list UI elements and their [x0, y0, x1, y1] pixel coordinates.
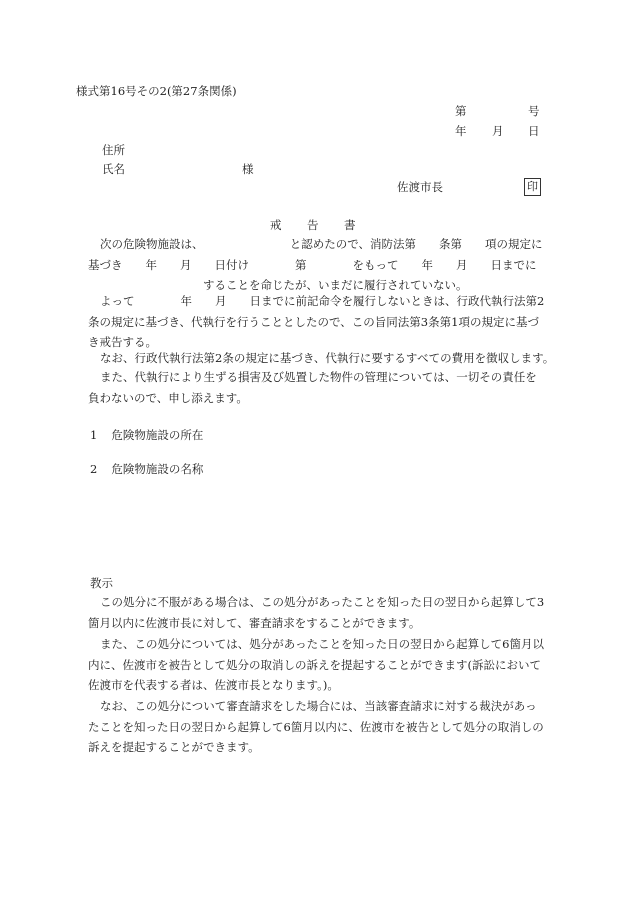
item-1-label: 危険物施設の所在: [111, 428, 204, 442]
body-paragraph-2: [88, 291, 574, 353]
notice-p3-line-2: たことを知った日の翌日から起算して6箇月以内に、佐渡市を被告として処分の取消しの: [88, 719, 544, 734]
notice-paragraph-1: [88, 592, 574, 633]
doc-title-char-2: 告: [307, 218, 319, 232]
address-label: 住所: [102, 143, 125, 157]
body-p1-line-1: 次の危険物施設は、 と認めたので、消防法第 条第 項の規定に: [100, 237, 543, 251]
doc-title-char-1: 戒: [270, 218, 282, 232]
date-year: 年: [455, 124, 467, 138]
doc-title-char-3: 書: [344, 218, 356, 232]
body-paragraph-1: [88, 234, 574, 296]
date-day: 日: [528, 124, 540, 138]
item-2: [90, 460, 203, 479]
notice-p2-line-2: 内に、佐渡市を被告として処分の取消しの訴えを提起することができます(訴訟において: [88, 657, 541, 672]
name-label: 氏名: [102, 162, 125, 176]
seal-mark: 印: [524, 178, 541, 196]
item-2-label: 危険物施設の名称: [111, 462, 204, 476]
body-p3-line-1: なお、行政代執行法第2条の規定に基づき、代執行に要するすべての費用を徴収します。: [100, 351, 555, 365]
body-p2-line-2: 条の規定に基づき、代執行を行うこととしたので、この旨同法第3条第1項の規定に基づ: [88, 314, 539, 329]
notice-p1-line-2: 箇月以内に佐渡市長に対して、審査請求をすることができます。: [88, 615, 421, 630]
body-p2-line-1: よって 年 月 日までに前記命令を履行しないときは、行政代執行法第2: [100, 294, 545, 308]
notice-heading: 教示: [90, 576, 113, 590]
issuer-title: 佐渡市長: [397, 180, 443, 194]
body-p4-line-1: また、代執行により生ずる損害及び処置した物件の管理については、一切その責任を: [100, 370, 537, 384]
notice-p1-line-1: この処分に不服がある場合は、この処分があったことを知った日の翌日から起算して3: [100, 595, 545, 609]
notice-paragraph-3: [88, 696, 574, 758]
body-p2-line-3: き戒告する。: [88, 335, 157, 349]
number-suffix: 号: [528, 104, 540, 118]
item-2-number: 2: [90, 462, 98, 476]
notice-p2-line-1: また、この処分については、処分があったことを知った日の翌日から起算して6箇月以: [100, 637, 544, 651]
notice-p3-line-1: なお、この処分について審査請求をした場合には、当該審査請求に対する裁決があっ: [100, 699, 537, 713]
notice-paragraph-2: [88, 634, 574, 696]
notice-p3-line-3: 訴えを提起することができます。: [88, 740, 260, 754]
body-p1-line-3: することを命じたが、いまだに履行されていない。: [88, 278, 468, 292]
body-paragraph-3: [88, 348, 574, 369]
item-1: [90, 426, 203, 445]
notice-p2-line-3: 佐渡市を代表する者は、佐渡市長となります。)。: [88, 678, 339, 692]
body-p4-line-2: 負わないので、申し添えます。: [88, 390, 248, 405]
form-label: 様式第16号その2(第27条関係): [76, 84, 237, 98]
item-1-number: 1: [90, 428, 98, 442]
date-month: 月: [492, 124, 504, 138]
body-paragraph-4: [88, 367, 574, 408]
honorific: 様: [242, 162, 254, 176]
number-prefix: 第: [455, 104, 467, 118]
body-p1-line-2: 基づき 年 月 日付け 第 をもって 年 月 日までに: [88, 257, 537, 272]
